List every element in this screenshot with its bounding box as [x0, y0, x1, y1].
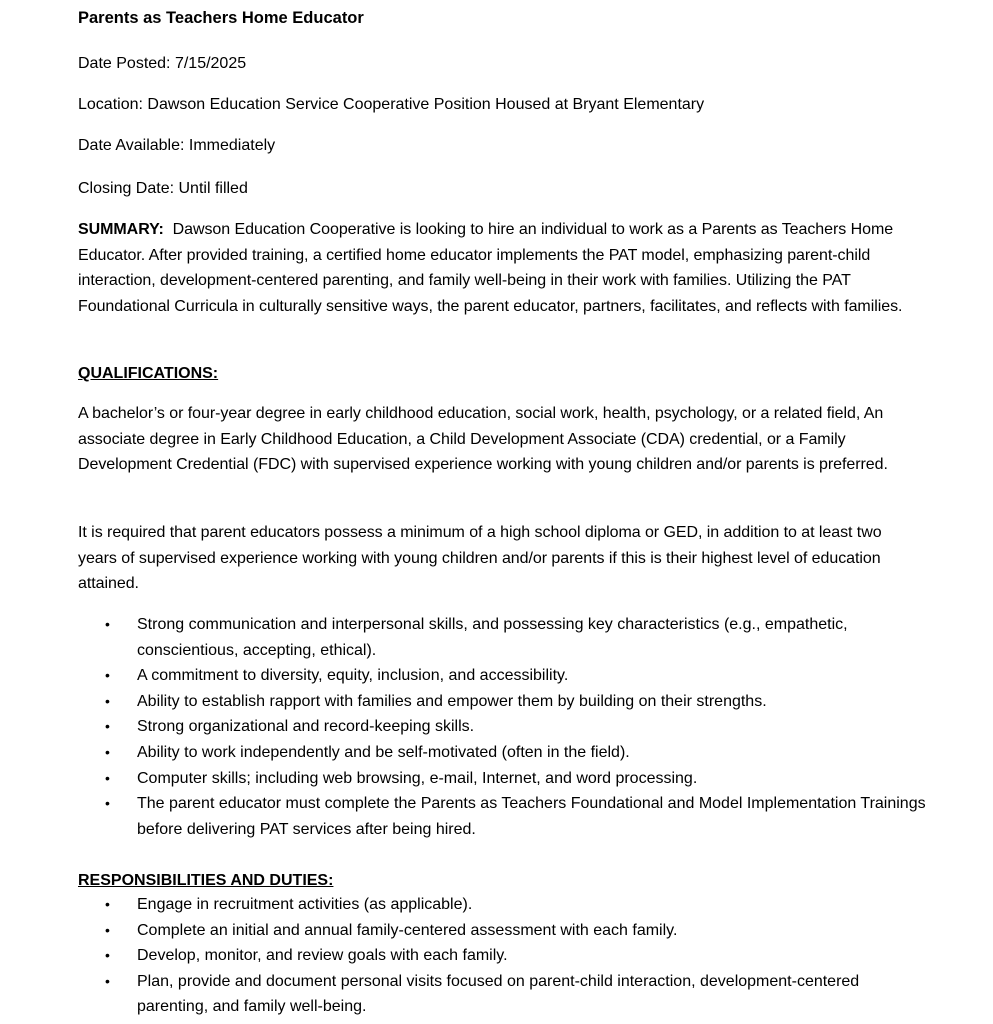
bullet-icon: •	[105, 795, 110, 812]
list-item: • Develop, monitor, and review goals with each family.	[78, 943, 928, 969]
qualifications-heading: QUALIFICATIONS:	[78, 365, 219, 382]
bullet-icon: •	[105, 921, 110, 938]
date-posted: Date Posted: 7/15/2025	[78, 55, 247, 72]
list-item: • Strong organizational and record-keeping skills.	[78, 714, 928, 740]
list-item: • The parent educator must complete the Parents as Teachers Foundational and Model Implementation Trainings before delivering PAT services after being hired.	[78, 791, 928, 842]
list-item: • Computer skills; including web browsing, e-mail, Internet, and word processing.	[78, 766, 928, 792]
list-item: • Strong communication and interpersonal skills, and possessing key characteristics (e.g., empathetic, conscientious, accepting, ethical).	[78, 612, 928, 663]
bullet-icon: •	[105, 972, 110, 989]
bullet-icon: •	[105, 743, 110, 760]
bullet-icon: •	[105, 667, 110, 684]
document-title: Parents as Teachers Home Educator	[78, 9, 364, 27]
summary-label: SUMMARY:	[78, 221, 164, 238]
list-item: • Ability to establish rapport with families and empower them by building on their strengths.	[78, 689, 928, 715]
bullet-icon: •	[105, 616, 110, 632]
summary-paragraph	[78, 217, 920, 319]
list-item: • Engage in recruitment activities (as applicable).	[78, 892, 928, 918]
list-item: • Plan, provide and document personal visits focused on parent-child interaction, development-centered parenting, and family well-being.	[78, 969, 928, 1020]
qualifications-paragraph-2: It is required that parent educators possess a minimum of a high school diploma or GED, in addition to at least two years of supervised experience working with young children and/or parents if this is their highest level of education attained.	[78, 524, 882, 593]
summary-text: Dawson Education Cooperative is looking to hire an individual to work as a Parents as Teachers Home Educator. After provided training, a certified home educator implements the PAT model, emphasizing parent-child interaction, development-centered parenting, and family well-being in their work with families. Utilizing the PAT Foundational Curricula in culturally sensitive ways, the parent educator, partners, facilitates, and reflects with families.	[78, 221, 903, 315]
date-available: Date Available: Immediately	[78, 137, 276, 154]
bullet-icon: •	[105, 947, 110, 964]
bullet-icon: •	[105, 769, 110, 786]
responsibilities-heading: RESPONSIBILITIES AND DUTIES:	[78, 872, 334, 889]
location: Location: Dawson Education Service Cooperative Position Housed at Bryant Elementary	[78, 96, 705, 113]
qualifications-paragraph-1: A bachelor’s or four-year degree in early childhood education, social work, health, psychology, or a related field, An associate degree in Early Childhood Education, a Child Development Associate (CDA) credential, or a Family Development Credential (FDC) with supervised experience working with young children and/or parents is preferred.	[78, 405, 888, 474]
responsibilities-list	[78, 892, 928, 1020]
list-item: • A commitment to diversity, equity, inclusion, and accessibility.	[78, 663, 928, 689]
bullet-icon: •	[105, 718, 110, 735]
closing-date: Closing Date: Until filled	[78, 180, 248, 197]
bullet-icon: •	[105, 692, 110, 709]
list-item: • Ability to work independently and be self-motivated (often in the field).	[78, 740, 928, 766]
list-item: • Complete an initial and annual family-centered assessment with each family.	[78, 918, 928, 944]
qualifications-list	[78, 612, 928, 842]
bullet-icon: •	[105, 896, 110, 912]
